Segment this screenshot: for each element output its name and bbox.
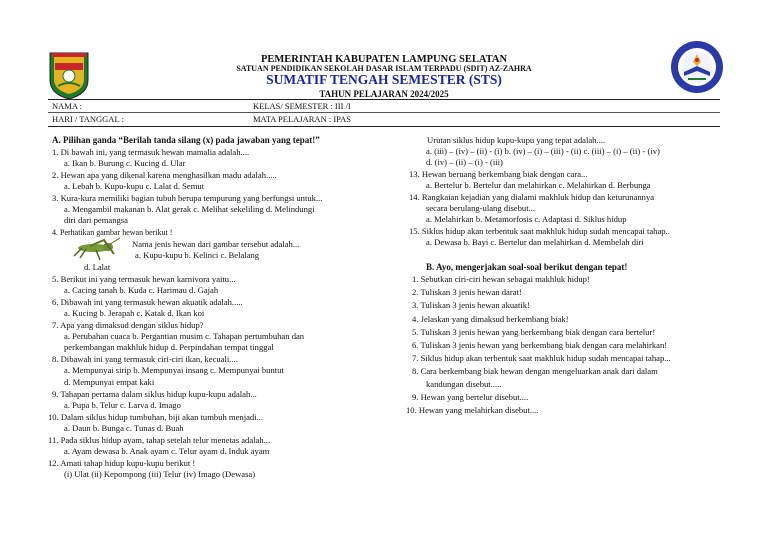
essay-5: 5. Tuliskan 3 jenis hewan yang berkembang biak dengan cara bertelur!: [412, 327, 656, 337]
essay-6: 6. Tuliskan 3 jenis hewan yang berkembang biak dengan cara melahirkan!: [412, 340, 668, 350]
options-3-cont: diri dari pemangsa: [64, 215, 128, 225]
essay-7: 7. Siklus hidup akan terbentuk saat makhluk hidup sudah mencapai tahap...: [412, 353, 671, 363]
options-12: a. (iii) – (iv) – (ii) - (i) b. (iv) – (i) – (iii) - (ii) c. (iii) – (i) – (ii) - (iv): [426, 146, 660, 156]
question-8: 8. Dibawah ini yang termasuk ciri-ciri ikan, kecuali....: [52, 354, 238, 364]
options-14: a. Melahirkan b. Metamorfosis c. Adaptasi d. Siklus hidup: [426, 214, 627, 224]
options-1: a. Ikan b. Burung c. Kucing d. Ular: [64, 158, 186, 168]
essay-1: 1. Sebutkan ciri-ciri hewan sebagai makhluk hidup!: [412, 274, 590, 284]
info-bottom-divider: [48, 126, 720, 127]
header-divider: [48, 99, 720, 100]
options-2: a. Lebah b. Kupu-kupu c. Lalat d. Semut: [64, 181, 205, 191]
question-13: 13. Hewan beruang berkembang biak dengan cara...: [409, 169, 588, 179]
grasshopper-icon: [70, 236, 122, 262]
section-a-title: A. Pilihan ganda “Berilah tanda silang (x) pada jawaban yang tepat!”: [52, 135, 320, 145]
question-5: 5. Berikut ini yang termasuk hewan karnivora yaitu...: [52, 274, 236, 284]
question-3: 3. Kura-kura memiliki bagian tubuh berupa tempurung yang berfungsi untuk...: [52, 193, 323, 203]
question-12-items: (i) Ulat (ii) Kepompong (iii) Telur (iv) Imago (Dewasa): [64, 469, 256, 479]
question-15: 15. Siklus hidup akan terbentuk saat makhluk hidup sudah mencapai tahap..: [409, 226, 670, 236]
options-7: a. Perubahan cuaca b. Pergantian musim c. Tahapan pertumbuhan dan: [64, 331, 305, 341]
field-mapel: MATA PELAJARAN : IPAS: [253, 114, 351, 124]
options-6: a. Kucing b. Jerapah c. Katak d. Ikan koi: [64, 308, 205, 318]
field-kelas: KELAS/ SEMESTER : III /I: [253, 101, 351, 111]
options-15: a. Dewasa b. Bayi c. Bertelur dan melahirkan d. Membelah diri: [426, 237, 644, 247]
question-6: 6. Dibawah ini yang termasuk hewan akuatik adalah.....: [52, 297, 243, 307]
options-8-cont: d. Mempunyai empat kaki: [64, 377, 155, 387]
question-11: 11. Pada siklus hidup ayam, tahap setelah telur menetas adalah...: [48, 435, 271, 445]
question-14-cont: secara berulang-ulang disebut...: [426, 203, 536, 213]
options-4: a. Kupu-kupu b. Kelinci c. Belalang: [135, 250, 260, 260]
essay-2: 2. Tuliskan 3 jenis hewan darat!: [412, 287, 522, 297]
question-9: 9. Tahapan pertama dalam siklus hidup kupu-kupu adalah...: [52, 389, 257, 399]
options-7-cont: perkembangan makhluk hidup d. Perpindahan tempat tinggal: [64, 342, 274, 352]
field-hari: HARI / TANGGAL :: [52, 114, 124, 124]
essay-10: 10. Hewan yang melahirkan disebut....: [406, 405, 539, 415]
question-4: 4. Perhatikan gambar hewan berikut !: [52, 228, 173, 237]
question-2: 2. Hewan apa yang dikenal karena menghasilkan madu adalah.....: [52, 170, 277, 180]
question-14: 14. Rangkaian kejadian yang dialami makhluk hidup dan keturunannya: [409, 192, 655, 202]
options-10: a. Daun b. Bunga c. Tunas d. Buah: [64, 423, 184, 433]
question-12: 12. Amati tahap hidup kupu-kupu berikut !: [48, 458, 196, 468]
essay-4: 4. Jelaskan yang dimaksud berkembang biak!: [412, 314, 569, 324]
academic-year: TAHUN PELAJARAN 2024/2025: [319, 89, 449, 99]
options-12-cont: d. (iv) – (ii) – (i) - (iii): [426, 157, 503, 167]
options-11: a. Ayam dewasa b. Anak ayam c. Telur ayam d. Induk ayam: [64, 446, 270, 456]
section-b-title: B. Ayo, mengerjakan soal-soal berikut dengan tepat!: [426, 262, 628, 272]
options-9: a. Pupa b. Telur c. Larva d. Imago: [64, 400, 181, 410]
page-title: SUMATIF TENGAH SEMESTER (STS): [266, 72, 502, 87]
question-7: 7. Apa yang dimaksud dengan siklus hidup?: [52, 320, 204, 330]
info-divider: [48, 112, 720, 113]
question-1: 1. Di bawah ini, yang termasuk hewan mamalia adalah....: [52, 147, 250, 157]
options-3: a. Mengambil makanan b. Alat gerak c. Melihat sekeliling d. Melindungi: [64, 204, 315, 214]
essay-3: 3. Tuliskan 3 jenis hewan akuatik!: [412, 300, 530, 310]
header-government: PEMERINTAH KABUPATEN LAMPUNG SELATAN: [260, 54, 508, 65]
question-12-cont: Urutan siklus hidup kupu-kupu yang tepat adalah....: [427, 135, 606, 145]
options-4-cont: d. Lalat: [84, 262, 111, 272]
question-10: 10. Dalam siklus hidup tumbuhan, biji akan tumbuh menjadi...: [48, 412, 264, 422]
options-8: a. Mempunyai sirip b. Mempunyai insang c. Mempunyai buntut: [64, 365, 284, 375]
essay-8: 8. Cara berkembang biak hewan dengan mengeluarkan anak dari dalam: [412, 366, 658, 376]
question-4-prompt: Nama jenis hewan dari gambar tersebut adalah...: [132, 239, 300, 249]
field-nama: NAMA :: [52, 101, 82, 111]
options-13: a. Bertelur b. Bertelur dan melahirkan c. Melahirkan d. Berbunga: [426, 180, 651, 190]
options-5: a. Cacing tanah b. Kuda c. Harimau d. Gajah: [64, 285, 219, 295]
essay-8-cont: kandungan disebut.....: [426, 379, 502, 389]
essay-9: 9. Hewan yang bertelur disebut....: [412, 392, 529, 402]
header-school: SATUAN PENDIDIKAN SEKOLAH DASAR ISLAM TERPADU (SDIT) AZ-ZAHRA: [236, 64, 532, 73]
